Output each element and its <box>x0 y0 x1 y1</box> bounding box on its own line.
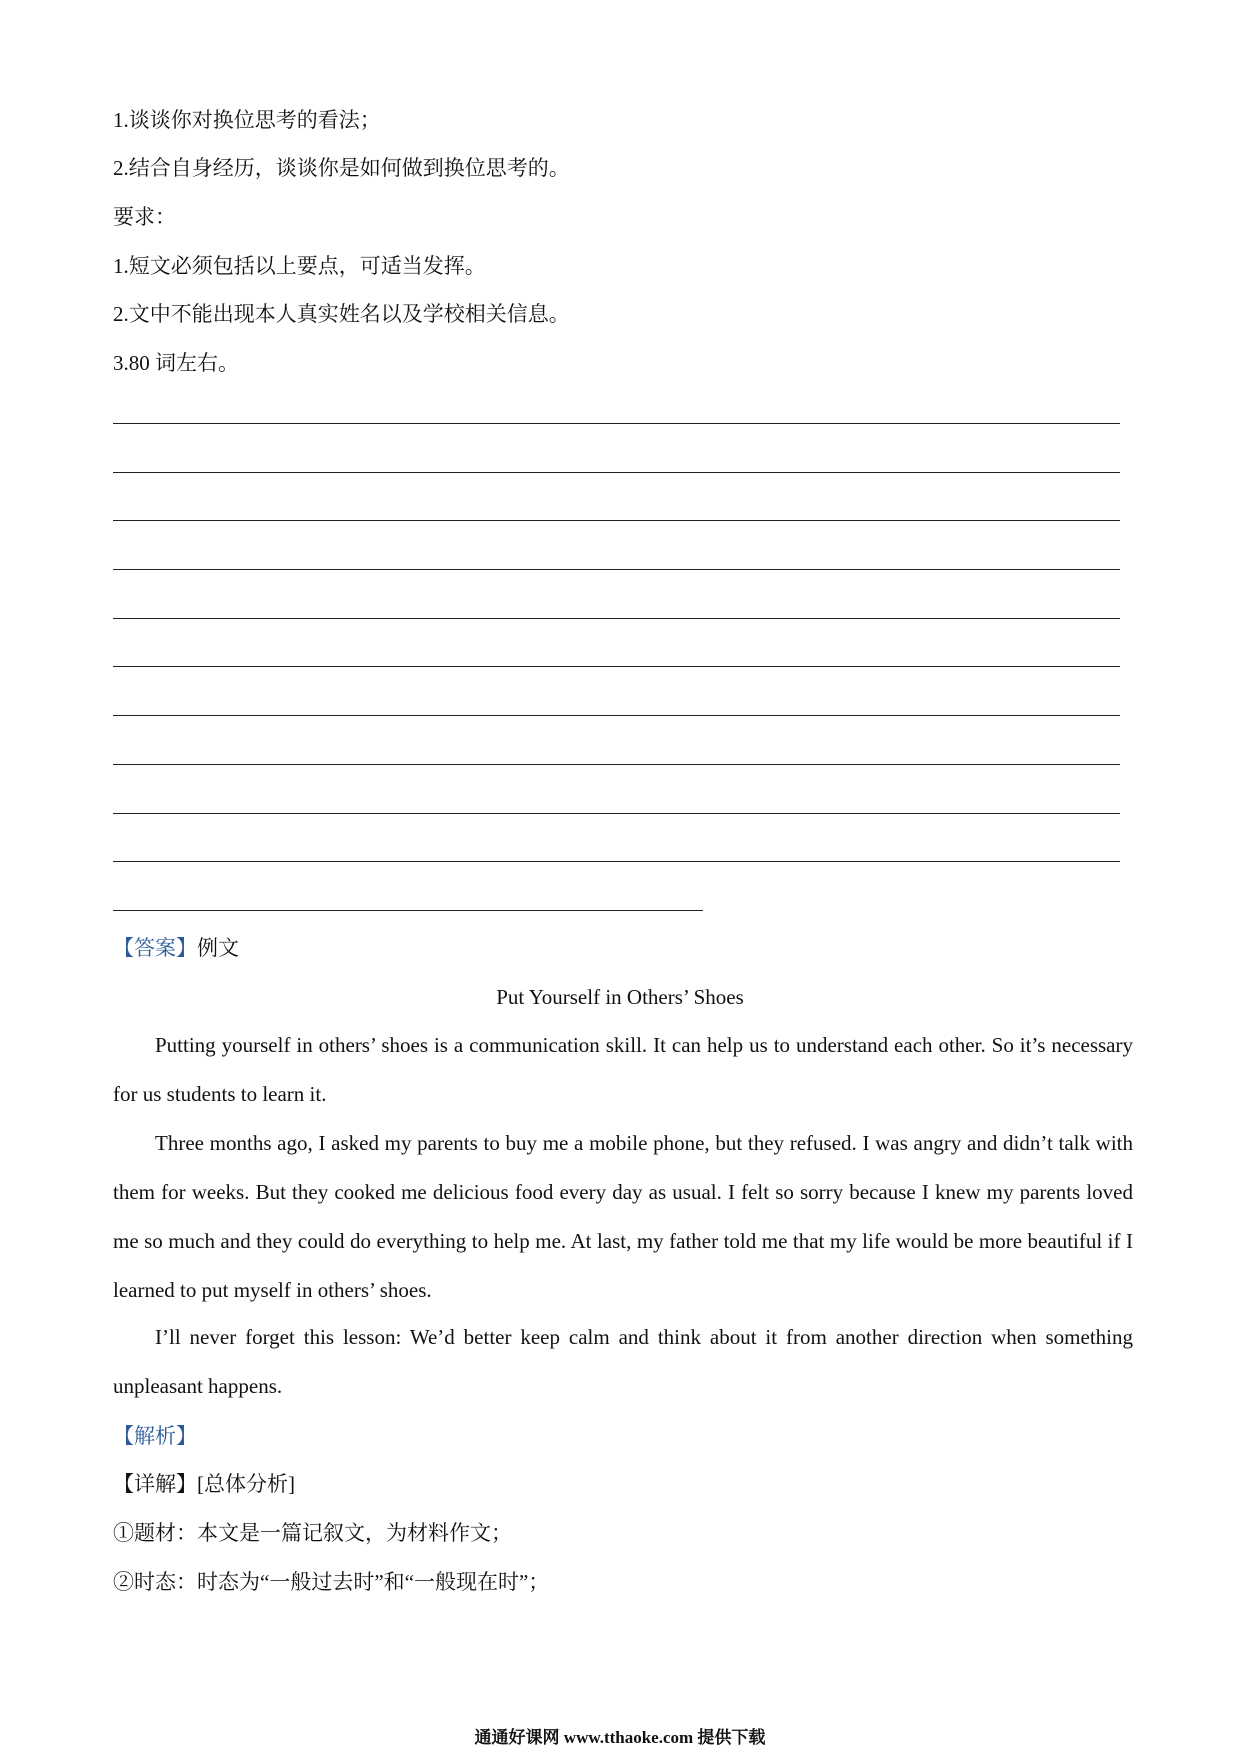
writing-line <box>113 861 1120 862</box>
task-point-1: 1.谈谈你对换位思考的看法； <box>113 108 381 132</box>
analysis-item-1: ①题材：本文是一篇记叙文，为材料作文； <box>113 1521 512 1545</box>
writing-line-short <box>113 910 703 911</box>
analysis-item-2: ②时态：时态为“一般过去时”和“一般现在时”； <box>113 1570 550 1594</box>
writing-line <box>113 423 1120 424</box>
footer-watermark: 通通好课网 www.tthaoke.com 提供下载 <box>474 1728 766 1747</box>
writing-line <box>113 618 1120 619</box>
detail-suffix: [总体分析] <box>197 1472 295 1496</box>
analysis-label: 【解析】 <box>113 1424 197 1448</box>
writing-line <box>113 520 1120 521</box>
writing-line <box>113 666 1120 667</box>
requirement-1: 1.短文必须包括以上要点，可适当发挥。 <box>113 254 486 278</box>
answer-label-suffix: 例文 <box>197 936 239 960</box>
detail-label: 【详解】 <box>113 1472 197 1496</box>
writing-line <box>113 569 1120 570</box>
detail-row <box>113 1470 295 1498</box>
essay-title: Put Yourself in Others’ Shoes <box>496 985 744 1009</box>
answer-label-row <box>113 934 239 962</box>
essay-paragraph-3: I’ll never forget this lesson: We’d better keep calm and think about it from another direction when something unpleasant happens. <box>113 1325 1133 1398</box>
answer-label: 【答案】 <box>113 936 197 960</box>
essay-paragraph-2: Three months ago, I asked my parents to buy me a mobile phone, but they refused. I was angry and didn’t talk with them for weeks. But they cooked me delicious food every day as usual. I felt so sorry because I knew my parents loved me so much and they could do everything to help me. At last, my father told me that my life would be more beautiful if I learned to put myself in others’ shoes. <box>113 1131 1133 1302</box>
writing-line <box>113 813 1120 814</box>
task-point-2: 2.结合自身经历，谈谈你是如何做到换位思考的。 <box>113 156 570 180</box>
writing-line <box>113 472 1120 473</box>
writing-line <box>113 764 1120 765</box>
essay-paragraph-1: Putting yourself in others’ shoes is a communication skill. It can help us to understand each other. So it’s necessary for us students to learn it. <box>113 1033 1133 1106</box>
writing-line <box>113 715 1120 716</box>
requirement-2: 2.文中不能出现本人真实姓名以及学校相关信息。 <box>113 302 570 326</box>
requirement-3: 3.80 词左右。 <box>113 351 239 375</box>
requirements-heading: 要求： <box>113 205 176 229</box>
